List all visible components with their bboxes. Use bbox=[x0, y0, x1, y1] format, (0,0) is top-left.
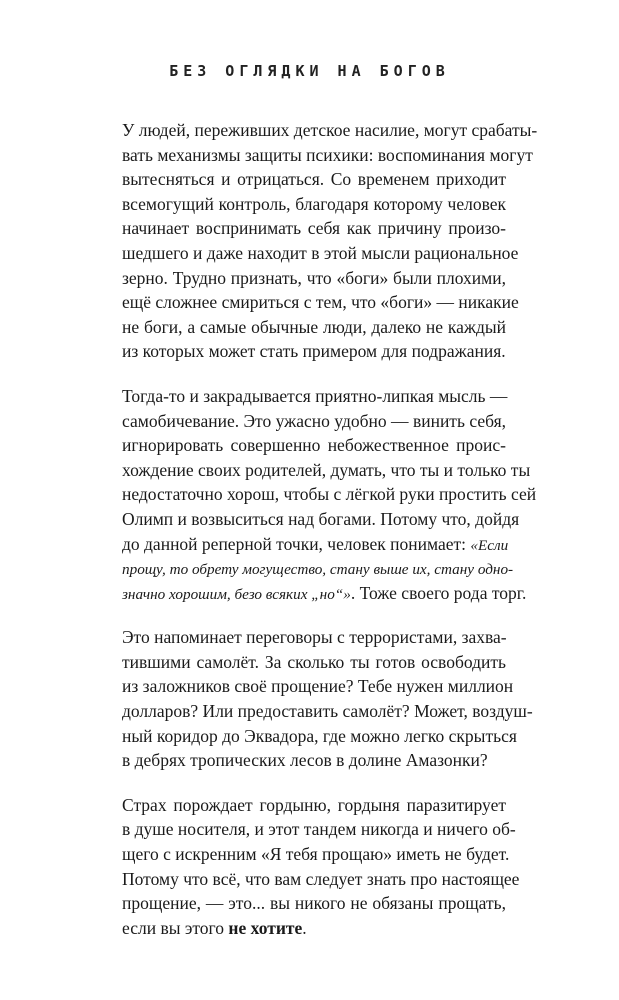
text-run: Тогда-то и закрадывается приятно-липкая мысль — bbox=[122, 385, 508, 406]
text-line bbox=[122, 748, 506, 773]
text-line bbox=[122, 650, 506, 675]
text-run: вытесняться и отрицаться. Со временем приходит bbox=[122, 169, 506, 190]
text-line bbox=[122, 192, 506, 217]
text-run: Страх порождает гордыню, гордыня паразитирует bbox=[122, 794, 506, 815]
text-run: в душе носителя, и этот тандем никогда и ничего об- bbox=[122, 819, 516, 840]
text-run: если вы этого bbox=[122, 917, 229, 938]
text-run: в дебрях тропических лесов в долине Амазонки? bbox=[122, 750, 488, 771]
text-line bbox=[122, 482, 537, 507]
text-line bbox=[122, 409, 506, 434]
text-line bbox=[122, 290, 519, 315]
text-run: из заложников своё прощение? Тебе нужен миллион bbox=[122, 676, 514, 697]
text-run: до данной реперной точки, человек понимает: bbox=[122, 533, 471, 554]
text-run: тившими самолёт. За сколько ты готов освободить bbox=[122, 651, 506, 672]
body-text bbox=[122, 118, 538, 940]
text-run: . bbox=[302, 917, 307, 938]
text-line bbox=[122, 532, 509, 557]
paragraph-gap bbox=[122, 605, 506, 625]
text-line bbox=[122, 384, 506, 409]
text-run: зерно. Трудно признать, что «боги» были плохими, bbox=[122, 267, 506, 288]
text-run: хождение своих родителей, думать, что ты и только ты bbox=[122, 459, 531, 480]
text-line bbox=[122, 118, 538, 143]
text-line bbox=[122, 433, 506, 458]
paragraph-gap bbox=[122, 773, 506, 793]
paragraph bbox=[122, 118, 538, 364]
text-run: самобичевание. Это ужасно удобно — винить себя, bbox=[122, 410, 506, 431]
text-run: . Тоже своего рода торг. bbox=[350, 582, 527, 603]
text-run: ный коридор до Эквадора, где можно легко скрыться bbox=[122, 725, 517, 746]
text-line bbox=[122, 143, 533, 168]
text-run: Потому что всё, что вам следует знать про настоящее bbox=[122, 868, 520, 889]
text-run: начинает воспринимать себя как причину произо- bbox=[122, 218, 506, 239]
text-line bbox=[122, 241, 519, 266]
text-run: прощение, — это... вы никого не обязаны прощать, bbox=[122, 893, 506, 914]
italic-text: значно хорошим, безо всяких „но“» bbox=[122, 585, 351, 603]
text-run: Олимп и возвыситься над богами. Потому что, дойдя bbox=[122, 508, 520, 529]
text-line bbox=[122, 891, 506, 916]
running-head: БЕЗ ОГЛЯДКИ НА БОГОВ bbox=[169, 62, 450, 80]
text-run: ещё сложнее смириться с тем, что «боги» — никакие bbox=[122, 292, 519, 313]
bold-text: не хотите bbox=[228, 917, 303, 938]
text-line bbox=[122, 625, 506, 650]
italic-text: «Если bbox=[470, 536, 509, 554]
text-line bbox=[122, 507, 520, 532]
text-line bbox=[122, 216, 506, 241]
italic-text: прощу, то обрету могущество, стану выше их, стану одно- bbox=[122, 561, 514, 579]
text-run: недостаточно хорош, чтобы с лёгкой руки простить сей bbox=[122, 484, 537, 505]
text-line bbox=[122, 817, 516, 842]
text-run: долларов? Или предоставить самолёт? Может, воздуш- bbox=[122, 701, 533, 722]
text-line bbox=[122, 315, 506, 340]
text-line bbox=[122, 916, 506, 941]
text-line bbox=[122, 842, 510, 867]
text-line bbox=[122, 674, 514, 699]
text-line bbox=[122, 266, 506, 291]
text-run: щего с искренним «Я тебя прощаю» иметь не будет. bbox=[122, 844, 510, 865]
paragraph bbox=[122, 793, 520, 941]
text-run: игнорировать совершенно небожественное проис- bbox=[122, 435, 506, 456]
text-line bbox=[122, 581, 527, 606]
paragraph bbox=[122, 625, 533, 773]
text-line bbox=[122, 556, 514, 581]
text-line bbox=[122, 699, 533, 724]
text-run: всемогущий контроль, благодаря которому человек bbox=[122, 193, 506, 214]
text-run: не боги, а самые обычные люди, далеко не каждый bbox=[122, 316, 506, 337]
text-line bbox=[122, 339, 506, 364]
text-line bbox=[122, 867, 520, 892]
text-run: из которых может стать примером для подражания. bbox=[122, 341, 506, 362]
text-line bbox=[122, 724, 517, 749]
text-line bbox=[122, 458, 531, 483]
text-run: У людей, переживших детское насилие, могут срабаты- bbox=[122, 120, 538, 140]
text-run: шедшего и даже находит в этой мысли рациональное bbox=[122, 242, 519, 263]
paragraph bbox=[122, 384, 537, 605]
text-run: Это напоминает переговоры с террористами, захва- bbox=[122, 627, 507, 648]
text-run: вать механизмы защиты психики: воспоминания могут bbox=[122, 144, 533, 165]
text-line bbox=[122, 167, 506, 192]
paragraph-gap bbox=[122, 364, 506, 384]
text-line bbox=[122, 793, 506, 818]
